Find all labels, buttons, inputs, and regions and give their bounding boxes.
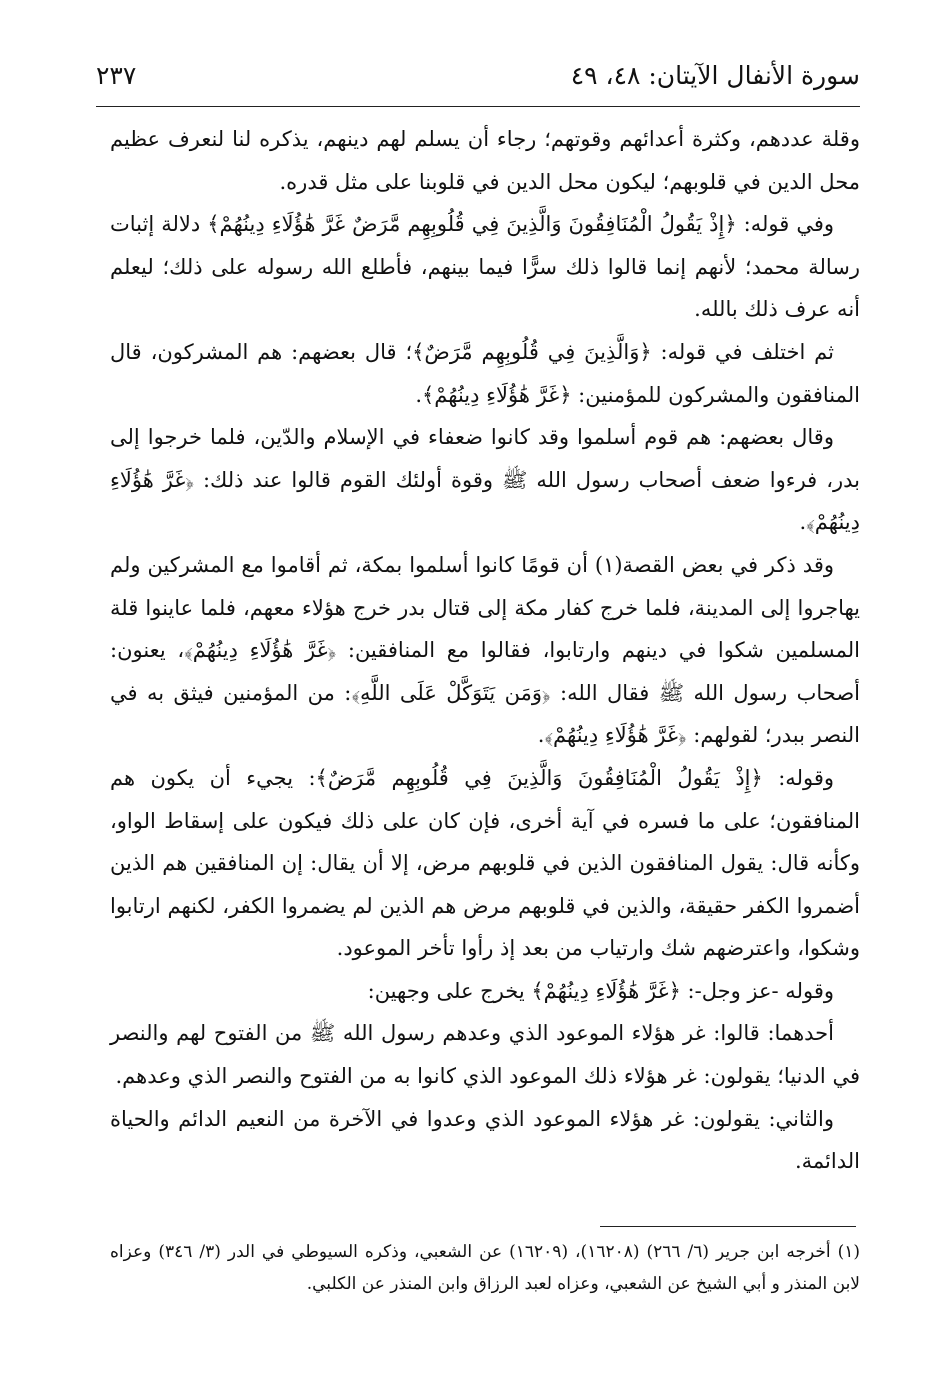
running-head: سورة الأنفال الآيتان: ٤٨، ٤٩ [570, 61, 860, 90]
paragraph: ثم اختلف في قوله: ﴿وَالَّذِينَ فِي قُلُوبِهِم مَّرَضٌ﴾؛ قال بعضهم: هم المشركون، قال المنافقون والمشركون للمؤمنين: ﴿غَرَّ هَٰؤُلَاءِ دِينُهُمْ﴾. [110, 339, 860, 407]
paragraph: وقلة عددهم، وكثرة أعدائهم وقوتهم؛ رجاء أن يسلم لهم دينهم، يذكره لنا لنعرف عظيم محل الدين في قلوبهم؛ ليكون محل الدين في قلوبنا على مثل قدره. [110, 127, 860, 194]
paragraph: والثاني: يقولون: غر هؤلاء الموعود الذي وعدوا في الآخرة من النعيم الدائم والحياة الدائمة. [110, 1106, 860, 1174]
page-number: ٢٣٧ [96, 61, 137, 90]
footnote-rule [600, 1226, 856, 1227]
paragraph: وفي قوله: ﴿إِذْ يَقُولُ الْمُنَافِقُونَ وَالَّذِينَ فِي قُلُوبِهِم مَّرَضٌ غَرَّ هَٰؤُلَاءِ دِينُهُمْ﴾ دلالة إثبات رسالة محمد؛ لأنهم إنما قالوا ذلك سرًّا فيما بينهم، فأطلع الله رسوله على ذلك؛ ليعلم أنه عرف ذلك بالله. [110, 212, 860, 322]
footnotes [110, 1236, 860, 1300]
paragraph: أحدهما: قالوا: غر هؤلاء الموعود الذي وعدهم رسول الله ﷺ من الفتوح لهم والنصر في الدنيا؛ يقولون: غر هؤلاء ذلك الموعود الذي كانوا به من الفتوح والنصر الذي وعدهم. [110, 1021, 860, 1089]
page-header [96, 58, 860, 98]
paragraph: وقال بعضهم: هم قوم أسلموا وقد كانوا ضعفاء في الإسلام والدّين، فلما خرجوا إلى بدر، فرءوا ضعف أصحاب رسول الله ﷺ وقوة أولئك القوم قالوا عند ذلك: ﴿غَرَّ هَٰؤُلَاءِ دِينُهُمْ﴾. [110, 425, 860, 535]
paragraph: وقد ذكر في بعض القصة(١) أن قومًا كانوا أسلموا بمكة، ثم أقاموا مع المشركين ولم يهاجروا إلى المدينة، فلما خرج كفار مكة إلى قتال بدر خرج هؤلاء معهم، فلما عاينوا قلة المسلمين شكوا في دينهم وارتابوا، فقالوا مع المنافقين: ﴿غَرَّ هَٰؤُلَاءِ دِينُهُمْ﴾، يعنون: أصحاب رسول الله ﷺ فقال الله: ﴿وَمَن يَتَوَكَّلْ عَلَى اللَّهِ﴾: من المؤمنين فيثق به في النصر ببدر؛ لقولهم: ﴿غَرَّ هَٰؤُلَاءِ دِينُهُمْ﴾. [110, 552, 860, 748]
footnote: (١) أخرجه ابن جرير (٦/ ٢٦٦) (١٦٢٠٨)، (١٦٢٠٩) عن الشعبي، وذكره السيوطي في الدر (٣/ ٣٤٦) وعزاه لابن المنذر و أبي الشيخ عن الشعبي، وعزاه لعبد الرزاق وابن المنذر عن الكلبي. [110, 1242, 861, 1294]
main-text [110, 118, 860, 1183]
paragraph: وقوله -عز وجل-: ﴿غَرَّ هَٰؤُلَاءِ دِينُهُمْ﴾ يخرج على وجهين: [367, 978, 834, 1003]
header-rule [96, 106, 860, 107]
paragraph: وقوله: ﴿إِذْ يَقُولُ الْمُنَافِقُونَ وَالَّذِينَ فِي قُلُوبِهِم مَّرَضٌ﴾: يجيء أن يكون هم المنافقون؛ على ما فسره في آية أخرى، فإن كان على ذلك فيكون على إسقاط الواو، وكأنه قال: يقول المنافقون الذين في قلوبهم مرض، إلا أن يقال: إن المنافقين هم الذين أضمروا الكفر حقيقة، والذين في قلوبهم مرض هم الذين لم يضمروا الكفر، لكنهم ارتابوا وشكوا، واعترضهم شك وارتياب من بعد إذ رأوا تأخر الموعود. [110, 765, 860, 961]
